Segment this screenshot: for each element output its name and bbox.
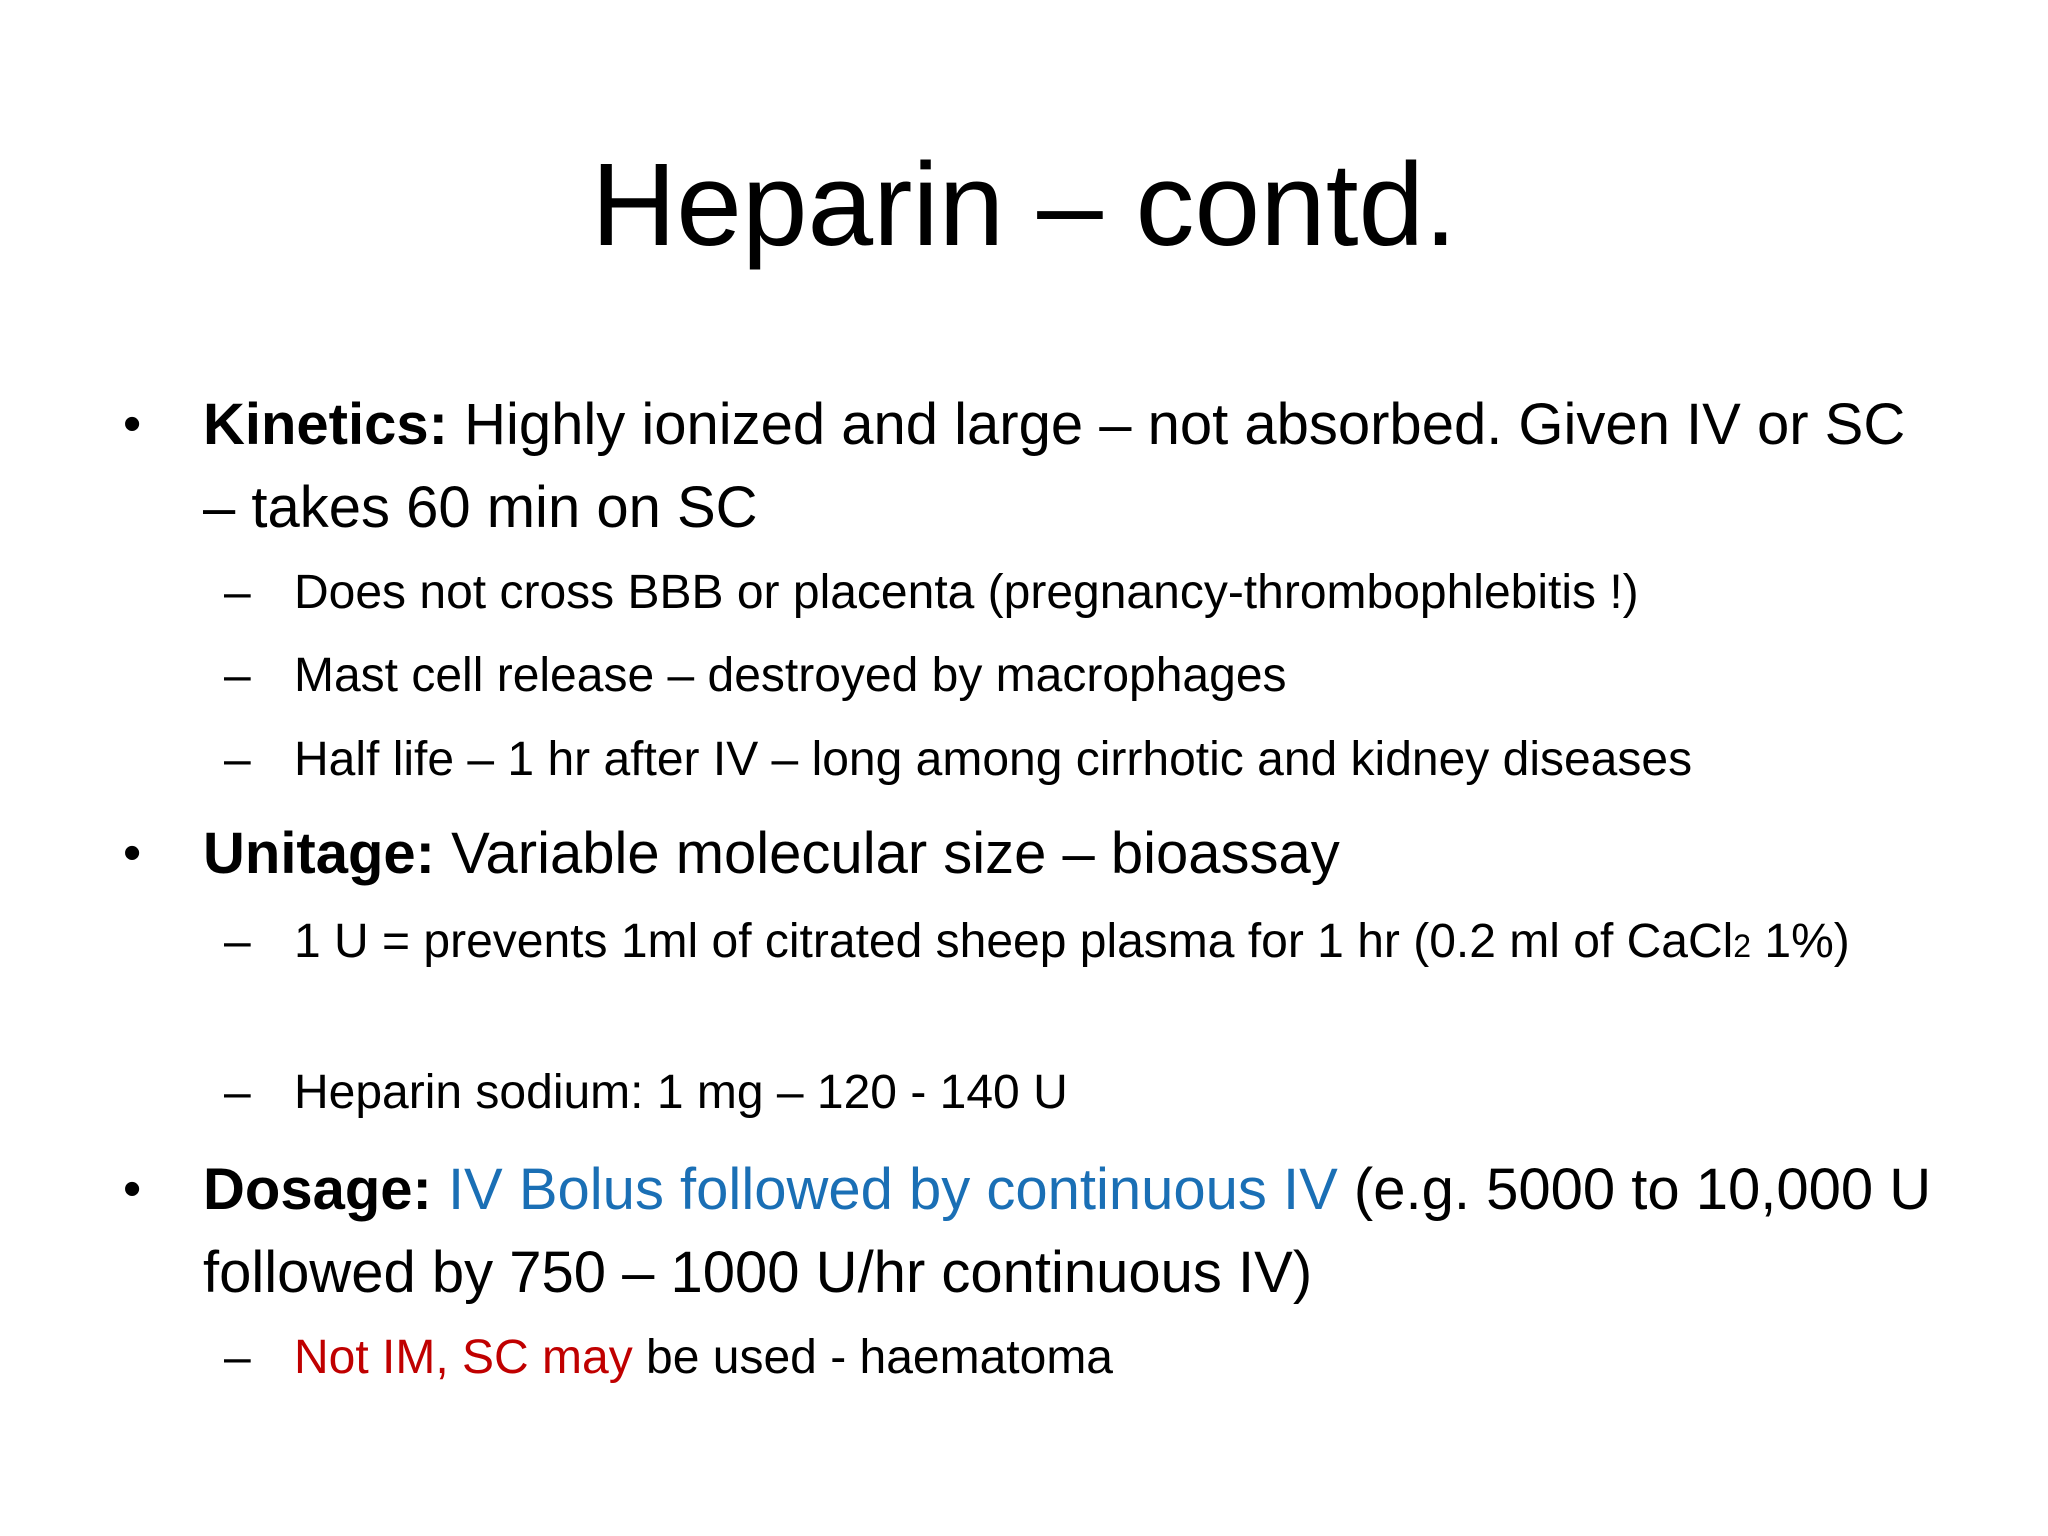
sub-item-text-tail: 1%) [1751,915,1850,968]
dash-marker: – [224,915,251,968]
dash-marker: – [224,566,251,619]
bullet-text: Variable molecular size – bioassay [435,821,1340,886]
bullet-marker: • [123,395,142,453]
dash-marker: – [224,1066,251,1119]
bullet-label: Dosage: [203,1157,432,1222]
sub-item-text: Heparin sodium: 1 mg – 120 - 140 U [294,1066,1068,1119]
dash-marker: – [224,733,251,786]
slide-title: Heparin – contd. [591,139,1457,271]
sub-item-text: Half life – 1 hr after IV – long among cirrhotic and kidney diseases [294,733,1693,786]
sub-item-bbb [224,558,1944,628]
bullet-marker: • [123,1160,142,1218]
dash-marker: – [224,649,251,702]
bullet-marker: • [123,824,142,882]
sub-item-not-im [224,1323,1944,1393]
sub-item-half-life [224,725,1944,795]
sub-item-mast-cell [224,641,1944,711]
bullet-label: Kinetics: [203,392,448,457]
subscript-text: 2 [1733,928,1752,964]
sub-item-text: be used - haematoma [632,1331,1113,1384]
sub-item-heparin-sodium [224,1058,1944,1128]
dash-marker: – [224,1331,251,1384]
bullet-item-dosage [123,1148,1943,1314]
sub-item-text: Mast cell release – destroyed by macrophages [294,649,1287,702]
bullet-item-unitage [123,812,1943,895]
bullet-text: (e.g. 5000 to 10,000 U followed by 750 – 1000 U/hr continuous IV) [203,1157,1932,1305]
sub-item-text: 1 U = prevents 1ml of citrated sheep plasma for 1 hr (0.2 ml of CaCl [294,915,1734,968]
sub-item-unit-definition [224,907,1944,981]
highlighted-text: Not IM, SC may [294,1331,633,1384]
bullet-text: Highly ionized and large – not absorbed. Given IV or SC – takes 60 min on SC [203,392,1906,540]
bullet-label: Unitage: [203,821,435,886]
highlighted-text: IV Bolus followed by continuous IV [431,1157,1338,1222]
sub-item-text: Does not cross BBB or placenta (pregnancy-thrombophlebitis !) [294,566,1639,619]
bullet-item-kinetics [123,383,1943,549]
